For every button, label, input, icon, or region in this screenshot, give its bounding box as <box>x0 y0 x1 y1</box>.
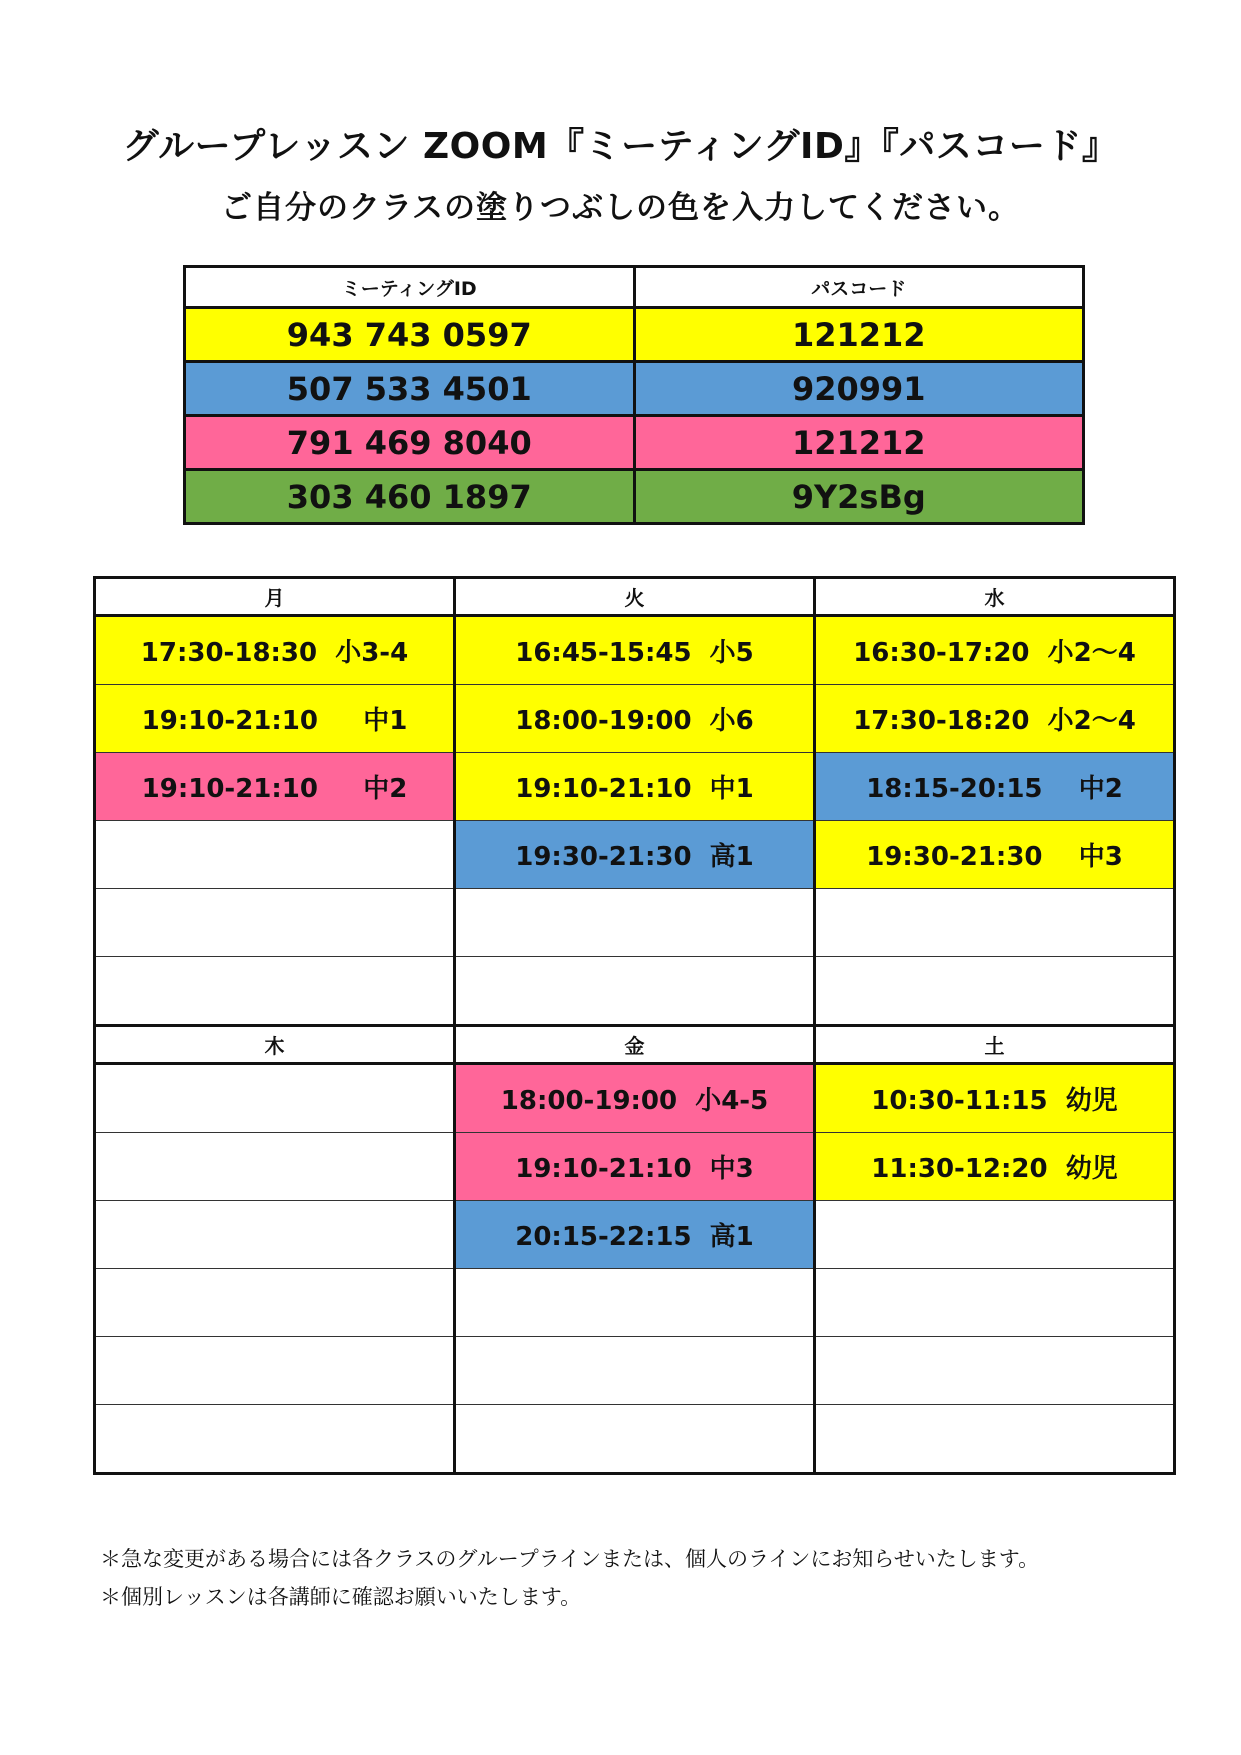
class-slot: 20:15-22:15 高1 <box>455 1201 815 1269</box>
meeting-row <box>185 470 1084 524</box>
empty-slot <box>95 1269 455 1337</box>
note-line: ＊個別レッスンは各講師に確認お願いいたします。 <box>100 1585 582 1609</box>
meeting-table-header <box>185 267 1084 308</box>
passcode-cell: 121212 <box>634 308 1084 362</box>
class-slot: 10:30-11:15 幼児 <box>815 1064 1175 1133</box>
class-slot: 19:10-21:10 中3 <box>455 1133 815 1201</box>
empty-slot <box>455 1337 815 1405</box>
class-slot: 17:30-18:20 小2～4 <box>815 685 1175 753</box>
schedule-row <box>95 1133 1175 1201</box>
empty-slot <box>95 1201 455 1269</box>
day-header: 土 <box>815 1026 1175 1064</box>
class-slot: 18:00-19:00 小4-5 <box>455 1064 815 1133</box>
empty-slot <box>455 957 815 1026</box>
passcode-cell: 920991 <box>634 362 1084 416</box>
class-slot: 18:15-20:15 中2 <box>815 753 1175 821</box>
empty-slot <box>95 1133 455 1201</box>
empty-slot <box>95 889 455 957</box>
class-slot: 19:10-21:10 中2 <box>95 753 455 821</box>
schedule-row <box>95 1337 1175 1405</box>
meeting-id-table <box>183 265 1085 525</box>
day-header: 水 <box>815 578 1175 616</box>
day-header-row <box>95 1026 1175 1064</box>
empty-slot <box>815 889 1175 957</box>
meeting-id-cell: 943 743 0597 <box>185 308 635 362</box>
schedule-row <box>95 1405 1175 1474</box>
passcode-header: パスコード <box>634 267 1084 308</box>
schedule-row <box>95 1269 1175 1337</box>
empty-slot <box>95 1405 455 1474</box>
meeting-id-cell: 507 533 4501 <box>185 362 635 416</box>
weekly-schedule-table <box>93 576 1176 1475</box>
empty-slot <box>815 1201 1175 1269</box>
schedule-row <box>95 753 1175 821</box>
meeting-id-cell: 303 460 1897 <box>185 470 635 524</box>
notes <box>100 1540 1039 1616</box>
schedule-row <box>95 821 1175 889</box>
class-slot: 19:30-21:30 中3 <box>815 821 1175 889</box>
day-header-row <box>95 578 1175 616</box>
empty-slot <box>95 1337 455 1405</box>
empty-slot <box>455 889 815 957</box>
meeting-id-header: ミーティングID <box>185 267 635 308</box>
empty-slot <box>815 1337 1175 1405</box>
empty-slot <box>95 1064 455 1133</box>
schedule-row <box>95 616 1175 685</box>
empty-slot <box>455 1269 815 1337</box>
schedule-row <box>95 1201 1175 1269</box>
schedule-row <box>95 685 1175 753</box>
page-title: グループレッスン ZOOM『ミーティングID』『パスコード』 <box>122 126 1119 167</box>
meeting-row <box>185 308 1084 362</box>
passcode-cell: 121212 <box>634 416 1084 470</box>
meeting-id-cell: 791 469 8040 <box>185 416 635 470</box>
meeting-row <box>185 416 1084 470</box>
class-slot: 17:30-18:30 小3-4 <box>95 616 455 685</box>
schedule-row <box>95 1064 1175 1133</box>
page-subtitle: ご自分のクラスの塗りつぶしの色を入力してください。 <box>220 190 1021 226</box>
empty-slot <box>95 957 455 1026</box>
note-line: ＊急な変更がある場合には各クラスのグループラインまたは、個人のラインにお知らせいたします。 <box>100 1547 1040 1571</box>
day-header: 金 <box>455 1026 815 1064</box>
schedule-row <box>95 957 1175 1026</box>
day-header: 月 <box>95 578 455 616</box>
day-header: 木 <box>95 1026 455 1064</box>
class-slot: 16:45-15:45 小5 <box>455 616 815 685</box>
schedule-row <box>95 889 1175 957</box>
empty-slot <box>815 957 1175 1026</box>
day-header: 火 <box>455 578 815 616</box>
meeting-row <box>185 362 1084 416</box>
empty-slot <box>455 1405 815 1474</box>
passcode-cell: 9Y2sBg <box>634 470 1084 524</box>
empty-slot <box>95 821 455 889</box>
class-slot: 19:10-21:10 中1 <box>455 753 815 821</box>
class-slot: 19:10-21:10 中1 <box>95 685 455 753</box>
class-slot: 19:30-21:30 高1 <box>455 821 815 889</box>
empty-slot <box>815 1269 1175 1337</box>
empty-slot <box>815 1405 1175 1474</box>
class-slot: 18:00-19:00 小6 <box>455 685 815 753</box>
class-slot: 16:30-17:20 小2～4 <box>815 616 1175 685</box>
class-slot: 11:30-12:20 幼児 <box>815 1133 1175 1201</box>
